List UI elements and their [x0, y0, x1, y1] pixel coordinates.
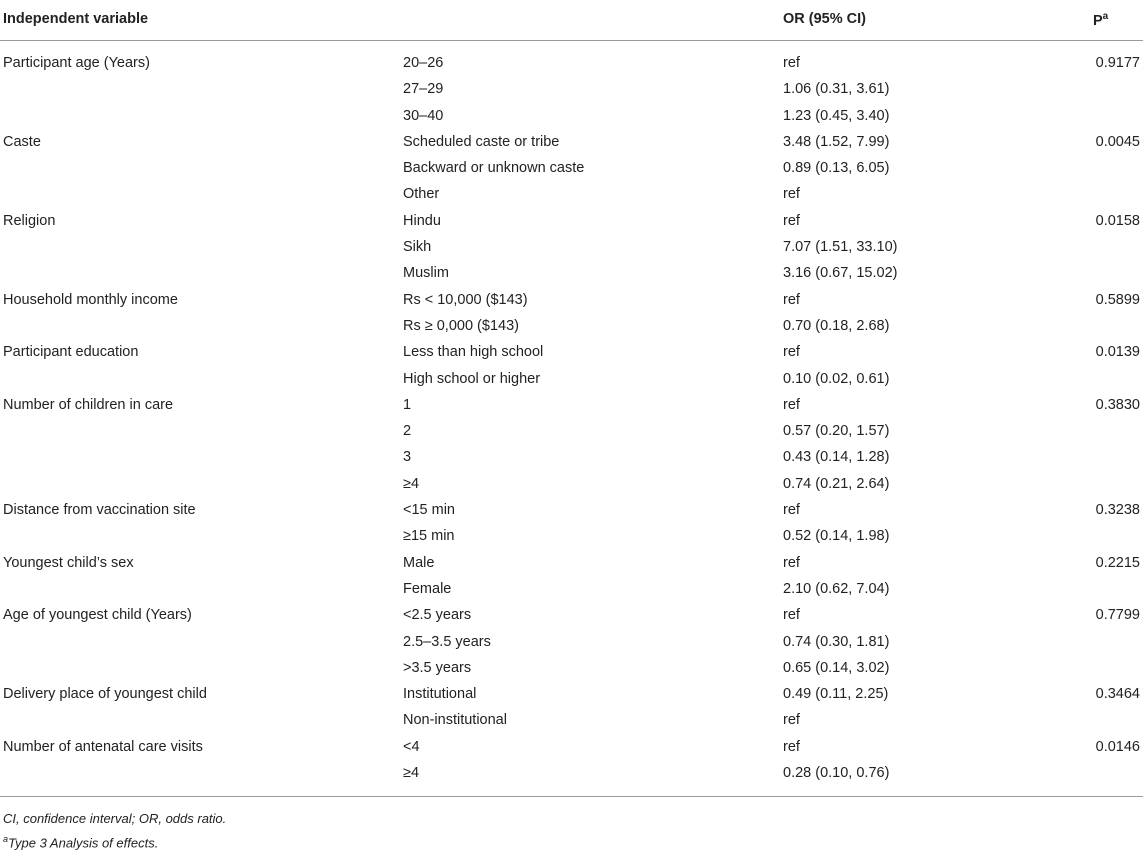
cell-variable: Delivery place of youngest child	[3, 686, 207, 703]
cell-category: Sikh	[403, 239, 432, 256]
cell-p-value: 0.3830	[1095, 396, 1140, 413]
cell-variable: Distance from vaccination site	[3, 502, 196, 519]
cell-category: >3.5 years	[403, 659, 472, 676]
table-bottom-rule	[0, 796, 1143, 797]
cell-category: Rs ≥ 0,000 ($143)	[403, 317, 519, 334]
header-p-superscript: a	[1102, 11, 1109, 22]
table-row	[0, 184, 1143, 210]
table-row	[0, 605, 1143, 631]
cell-p-value: 0.0045	[1095, 133, 1140, 150]
cell-or-ci: 0.89 (0.13, 6.05)	[783, 160, 890, 177]
cell-or-ci: 1.06 (0.31, 3.61)	[783, 81, 890, 98]
table-row	[0, 500, 1143, 526]
table-row	[0, 79, 1143, 105]
cell-category: Other	[403, 186, 440, 203]
cell-or-ci: ref	[783, 291, 800, 308]
table-row	[0, 553, 1143, 579]
table-row	[0, 737, 1143, 763]
cell-variable: Number of antenatal care visits	[3, 738, 203, 755]
table-row	[0, 421, 1143, 447]
cell-p-value: 0.5899	[1095, 291, 1140, 308]
cell-category: Muslim	[403, 265, 449, 282]
table-row	[0, 211, 1143, 237]
table-row	[0, 474, 1143, 500]
cell-category: Hindu	[403, 212, 441, 229]
header-p-value	[1093, 11, 1108, 29]
cell-category: 3	[403, 449, 412, 466]
footnote-abbreviations: CI, confidence interval; OR, odds ratio.	[3, 811, 227, 826]
cell-or-ci: 2.10 (0.62, 7.04)	[783, 580, 890, 597]
cell-or-ci: ref	[783, 554, 800, 571]
header-or-ci: OR (95% CI)	[783, 11, 866, 27]
cell-variable: Number of children in care	[3, 396, 174, 413]
table-row	[0, 342, 1143, 368]
cell-variable: Household monthly income	[3, 291, 178, 308]
cell-category: ≥15 min	[403, 528, 455, 545]
cell-p-value: 0.0158	[1095, 212, 1140, 229]
cell-p-value: 0.0146	[1095, 738, 1140, 755]
cell-or-ci: 7.07 (1.51, 33.10)	[783, 239, 898, 256]
table-row	[0, 53, 1143, 79]
cell-variable: Religion	[3, 212, 56, 229]
cell-category: 2.5–3.5 years	[403, 633, 491, 650]
cell-category: <2.5 years	[403, 607, 472, 624]
cell-category: 20–26	[403, 55, 444, 71]
cell-category: Scheduled caste or tribe	[403, 133, 560, 150]
table-row	[0, 395, 1143, 421]
cell-category: Rs < 10,000 ($143)	[403, 291, 528, 308]
table-header	[0, 0, 1143, 41]
table-row	[0, 263, 1143, 289]
table-body	[0, 53, 1143, 789]
cell-or-ci: ref	[783, 396, 800, 413]
cell-or-ci: 0.28 (0.10, 0.76)	[783, 765, 890, 782]
cell-or-ci: ref	[783, 186, 800, 203]
cell-category: Non-institutional	[403, 712, 507, 729]
cell-category: Institutional	[403, 686, 477, 703]
table-row	[0, 526, 1143, 552]
cell-category: <15 min	[403, 502, 455, 519]
cell-or-ci: 0.65 (0.14, 3.02)	[783, 659, 890, 676]
cell-variable: Caste	[3, 133, 41, 150]
cell-p-value: 0.9177	[1095, 55, 1140, 71]
cell-or-ci: 0.70 (0.18, 2.68)	[783, 317, 890, 334]
cell-or-ci: 0.43 (0.14, 1.28)	[783, 449, 890, 466]
cell-or-ci: 0.57 (0.20, 1.57)	[783, 423, 890, 440]
table-row	[0, 658, 1143, 684]
cell-variable: Participant education	[3, 344, 139, 361]
cell-category: ≥4	[403, 765, 420, 782]
cell-category: <4	[403, 738, 420, 755]
cell-category: High school or higher	[403, 370, 541, 387]
table-row	[0, 369, 1143, 395]
table-row	[0, 237, 1143, 263]
table-row	[0, 763, 1143, 789]
table-row	[0, 579, 1143, 605]
cell-category: Backward or unknown caste	[403, 160, 585, 177]
footnote-a-text: Type 3 Analysis of effects.	[8, 835, 159, 851]
header-independent-variable: Independent variable	[3, 11, 149, 27]
table-row	[0, 290, 1143, 316]
cell-variable: Youngest child’s sex	[3, 554, 134, 571]
table-footnotes	[3, 809, 226, 853]
cell-or-ci: 0.74 (0.21, 2.64)	[783, 475, 890, 492]
cell-or-ci: 0.49 (0.11, 2.25)	[783, 686, 889, 703]
table-row	[0, 710, 1143, 736]
cell-or-ci: ref	[783, 712, 800, 729]
cell-category: 30–40	[403, 107, 444, 124]
cell-or-ci: ref	[783, 55, 800, 71]
cell-p-value: 0.2215	[1095, 554, 1140, 571]
table-row	[0, 684, 1143, 710]
cell-or-ci: 0.52 (0.14, 1.98)	[783, 528, 890, 545]
cell-or-ci: 0.10 (0.02, 0.61)	[783, 370, 890, 387]
header-p-label: P	[1093, 12, 1103, 29]
table-row	[0, 447, 1143, 473]
cell-variable: Age of youngest child (Years)	[3, 607, 192, 624]
cell-category: Less than high school	[403, 344, 544, 361]
cell-or-ci: 3.48 (1.52, 7.99)	[783, 133, 890, 150]
cell-category: 27–29	[403, 81, 444, 98]
cell-category: 1	[403, 396, 412, 413]
footnote-a-marker: a	[3, 834, 9, 844]
cell-variable: Participant age (Years)	[3, 55, 150, 71]
table-row	[0, 106, 1143, 132]
cell-or-ci: ref	[783, 344, 800, 361]
table-row	[0, 132, 1143, 158]
cell-or-ci: ref	[783, 607, 800, 624]
cell-or-ci: ref	[783, 212, 800, 229]
cell-category: ≥4	[403, 475, 420, 492]
cell-or-ci: 3.16 (0.67, 15.02)	[783, 265, 898, 282]
cell-category: Female	[403, 580, 452, 597]
cell-p-value: 0.3464	[1095, 686, 1140, 703]
cell-p-value: 0.3238	[1095, 502, 1140, 519]
cell-p-value: 0.0139	[1095, 344, 1140, 361]
cell-p-value: 0.7799	[1095, 607, 1140, 624]
table-row	[0, 632, 1143, 658]
table-row	[0, 316, 1143, 342]
cell-or-ci: ref	[783, 738, 800, 755]
cell-or-ci: 1.23 (0.45, 3.40)	[783, 107, 890, 124]
table-row	[0, 158, 1143, 184]
cell-category: 2	[403, 423, 412, 440]
footnote-a	[3, 829, 226, 853]
cell-or-ci: ref	[783, 502, 800, 519]
cell-or-ci: 0.74 (0.30, 1.81)	[783, 633, 890, 650]
cell-category: Male	[403, 554, 435, 571]
